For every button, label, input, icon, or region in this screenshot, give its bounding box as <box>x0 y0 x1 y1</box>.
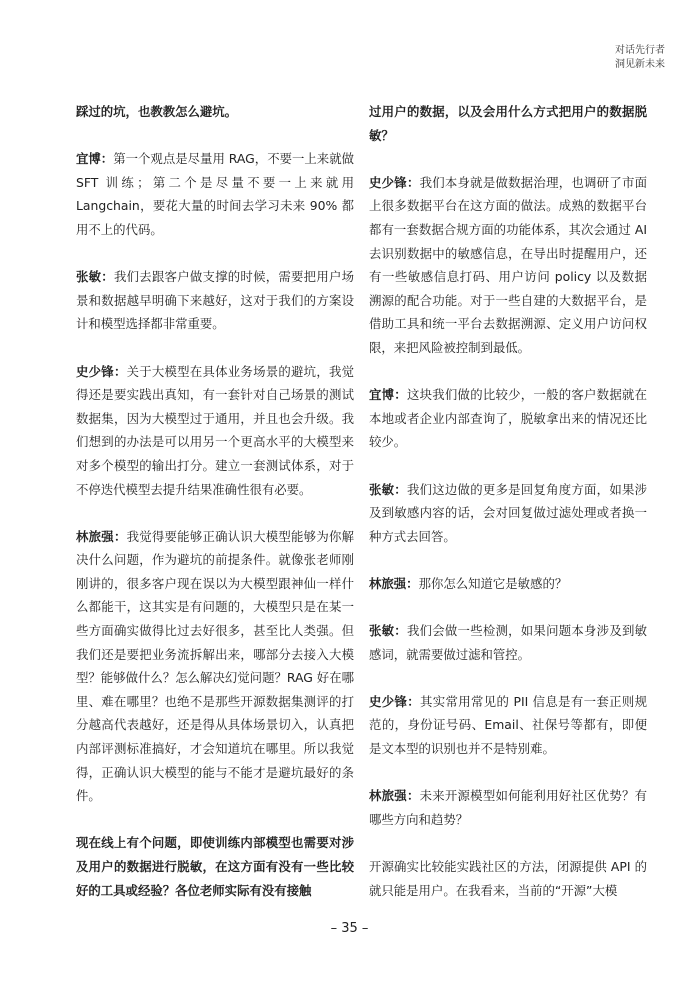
right-p8-text: 开源确实比较能实践社区的方法，闭源提供 API 的就只能是用户。在我看来，当前的“开源”大模 <box>369 859 647 898</box>
right-p1-text: 我们本身就是做数据治理，也调研了市面上很多数据平台在这方面的做法。成熟的数据平台都有一套数据合规方面的功能体系，其次会通过 AI 去识别数据中的敏感信息，在导出时提醒用户，还有一些敏感信息打码、用户访问 policy 以及数据溯源的配合功能。对于一些自建的大数据平台，是借助工具和统一平台去数据溯源、定义用户访问权限，来把风险被控制到最低。 <box>369 174 648 355</box>
left-p5-text: 现在线上有个问题，即使训练内部模型也需要对涉及用户的数据进行脱敏，在这方面有没有一些比较好的工具或经验？各位老师实际有没有接触 <box>76 835 354 898</box>
header-line-1: 对话先行者 <box>615 45 665 56</box>
left-p4-speaker: 林旅强： <box>76 528 127 544</box>
left-p3-speaker: 史少锋： <box>76 363 127 379</box>
right-column <box>369 100 647 926</box>
left-p1-speaker: 宜博： <box>76 151 114 167</box>
right-p4-speaker: 林旅强： <box>369 575 419 591</box>
right-p2-text: 这块我们做的比较少，一般的客户数据就在本地或者企业内部查询了，脱敏拿出来的情况还比较少。 <box>369 387 648 450</box>
right-p6 <box>369 690 647 761</box>
right-p0-text: 过用户的数据，以及会用什么方式把用户的数据脱敏？ <box>369 104 647 143</box>
page-header <box>615 44 665 72</box>
right-p4 <box>369 572 647 596</box>
left-p2-text: 我们去跟客户做支撑的时候，需要把用户场景和数据越早明确下来越好，这对于我们的方案设计和模型选择都非常重要。 <box>76 269 355 332</box>
left-p1 <box>76 147 354 241</box>
right-p7-text: 未来开源模型如何能利用好社区优势？有哪些方向和趋势？ <box>369 788 648 827</box>
right-p7-speaker: 林旅强： <box>369 788 420 804</box>
right-p5 <box>369 619 647 666</box>
left-p4 <box>76 525 354 808</box>
left-p2-speaker: 张敏： <box>76 269 114 285</box>
left-p3 <box>76 360 354 502</box>
right-p3 <box>369 478 647 549</box>
header-line-2: 洞见新未来 <box>615 59 665 70</box>
left-p0-text: 踩过的坑，也教教怎么避坑。 <box>76 104 238 119</box>
left-p3-text: 关于大模型在具体业务场景的避坑，我觉得还是要实践出真知，有一套针对自己场景的测试数据集，因为大模型过于通用，并且也会升级。我们想到的办法是可以用另一个更高水平的大模型来对多个模型的输出打分。建立一套测试体系，对于不停迭代模型去提升结果准确性很有必要。 <box>76 363 355 497</box>
right-p4-text: 那你怎么知道它是敏感的？ <box>418 575 568 591</box>
left-p1-text: 第一个观点是尽量用 RAG，不要一上来就做 SFT 训练；第二个是尽量不要一上来就用 Langchain，要花大量的时间去学习未来 90% 都用不上的代码。 <box>76 151 355 237</box>
right-p1-speaker: 史少锋： <box>369 174 420 190</box>
left-p2 <box>76 265 354 336</box>
right-p6-speaker: 史少锋： <box>369 693 420 709</box>
right-p5-speaker: 张敏： <box>369 623 407 639</box>
right-p3-text: 我们这边做的更多是回复角度方面，如果涉及到敏感内容的话，会对回复做过滤处理或者换一种方式去回答。 <box>369 481 648 544</box>
right-p6-text: 其实常用常见的 PII 信息是有一套正则规范的，身份证号码、Email、社保号等都有，即便是文本型的识别也并不是特别难。 <box>369 693 647 757</box>
left-column <box>76 100 354 926</box>
right-p3-speaker: 张敏： <box>369 481 407 497</box>
page-number: – 35 – <box>330 921 369 936</box>
left-p4-text: 我觉得要能够正确认识大模型能够为你解决什么问题，作为避坑的前提条件。就像张老师刚刚讲的，很多客户现在误以为大模型跟神仙一样什么都能干，这其实是有问题的，大模型只是在某一些方面确实做得比过去好很多，甚至比人类强。但我们还是要把业务流拆解出来，哪部分去接入大模型？能够做什么？怎么解决幻觉问题？RAG 好在哪里、难在哪里？也绝不是那些开源数据集测评的打分越高代表越好，还是得从具体场景切入，认真把内部评测标准搞好，才会知道坑在哪里。所以我觉得，正确认识大模型的能与不能才是避坑最好的条件。 <box>76 528 355 804</box>
right-p2 <box>369 383 647 454</box>
right-p1 <box>369 171 647 360</box>
right-p5-text: 我们会做一些检测，如果问题本身涉及到敏感词，就需要做过滤和管控。 <box>369 623 648 662</box>
right-p7 <box>369 784 647 831</box>
right-p2-speaker: 宜博： <box>369 387 407 403</box>
